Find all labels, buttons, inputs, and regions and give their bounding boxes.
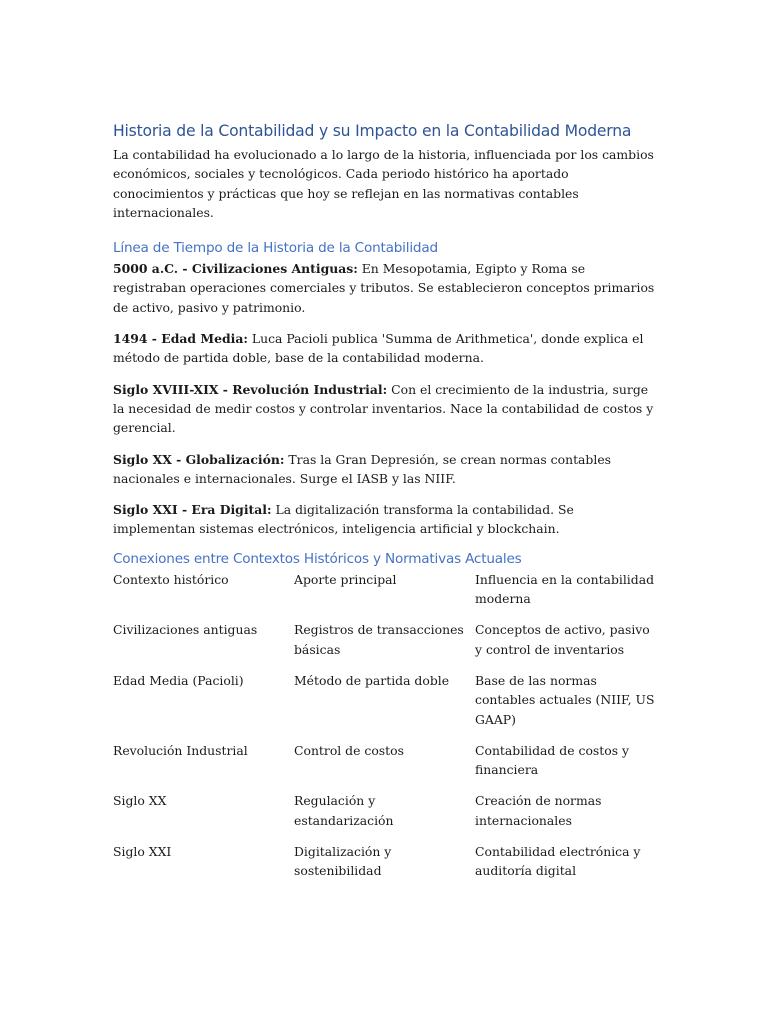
event-text: Luca Pacioli publica 'Summa de Arithmetica', donde explica el método de partida doble, base de la contabilidad moderna. xyxy=(113,331,644,366)
table-cell: Revolución Industrial xyxy=(113,742,248,758)
event-text: La digitalización transforma la contabilidad. Se implementan sistemas electrónicos, inteligencia artificial y blockchain. xyxy=(113,502,574,537)
table-cell: Base de las normas contables actuales (NIIF, US GAAP) xyxy=(475,672,655,727)
event-text: Tras la Gran Depresión, se crean normas contables nacionales e internacionales. Surge el IASB y las NIIF. xyxy=(113,451,612,486)
table-header-row xyxy=(113,570,658,621)
table-row xyxy=(113,671,658,741)
timeline-heading: Línea de Tiempo de la Historia de la Contabilidad xyxy=(113,240,438,257)
table-cell: Contabilidad electrónica y auditoría digital xyxy=(475,844,641,879)
event-text: En Mesopotamia, Egipto y Roma se registraban operaciones comerciales y tributos. Se establecieron conceptos primarios de activo, pasivo y patrimonio. xyxy=(113,261,655,315)
timeline-event xyxy=(113,500,658,539)
timeline-event xyxy=(113,450,658,489)
timeline-event xyxy=(113,259,658,317)
table-cell: Creación de normas internacionales xyxy=(475,793,602,828)
table-cell: Conceptos de activo, pasivo y control de inventarios xyxy=(475,622,650,657)
column-header: Aporte principal xyxy=(294,571,397,587)
connections-heading: Conexiones entre Contextos Históricos y Normativas Actuales xyxy=(113,550,522,567)
table-row xyxy=(113,741,658,792)
event-label: 1494 - Edad Media: xyxy=(113,331,248,347)
column-header: Influencia en la contabilidad moderna xyxy=(475,571,655,607)
table-row xyxy=(113,791,658,842)
document-page xyxy=(113,122,658,893)
event-label: Siglo XVIII-XIX - Revolución Industrial: xyxy=(113,381,388,397)
column-header: Contexto histórico xyxy=(113,571,229,587)
timeline-event xyxy=(113,380,658,438)
table-cell: Siglo XX xyxy=(113,793,167,809)
table-cell: Regulación y estandarización xyxy=(294,793,394,828)
timeline-event xyxy=(113,329,658,368)
table-row xyxy=(113,842,658,893)
document-title: Historia de la Contabilidad y su Impacto en la Contabilidad Moderna xyxy=(113,122,632,140)
table-cell: Civilizaciones antiguas xyxy=(113,622,258,638)
event-label: Siglo XX - Globalización: xyxy=(113,451,285,467)
event-text: Con el crecimiento de la industria, surge la necesidad de medir costos y controlar inventarios. Nace la contabilidad de costos y gerencial. xyxy=(113,381,654,436)
table-cell: Siglo XXI xyxy=(113,844,172,860)
connections-table xyxy=(113,570,658,893)
table-cell: Contabilidad de costos y financiera xyxy=(475,742,629,778)
table-cell: Edad Media (Pacioli) xyxy=(113,672,244,688)
table-row xyxy=(113,620,658,671)
table-cell: Digitalización y sostenibilidad xyxy=(294,844,392,879)
table-cell: Método de partida doble xyxy=(294,672,450,688)
event-label: 5000 a.C. - Civilizaciones Antiguas: xyxy=(113,261,358,277)
intro-paragraph: La contabilidad ha evolucionado a lo largo de la historia, influenciada por los cambios económicos, sociales y tecnológicos. Cada periodo histórico ha aportado conocimientos y prácticas que hoy se reflejan en las normativas contables internacionales. xyxy=(113,147,654,220)
event-label: Siglo XXI - Era Digital: xyxy=(113,502,272,518)
table-cell: Control de costos xyxy=(294,742,404,758)
table-cell: Registros de transacciones básicas xyxy=(294,622,464,657)
